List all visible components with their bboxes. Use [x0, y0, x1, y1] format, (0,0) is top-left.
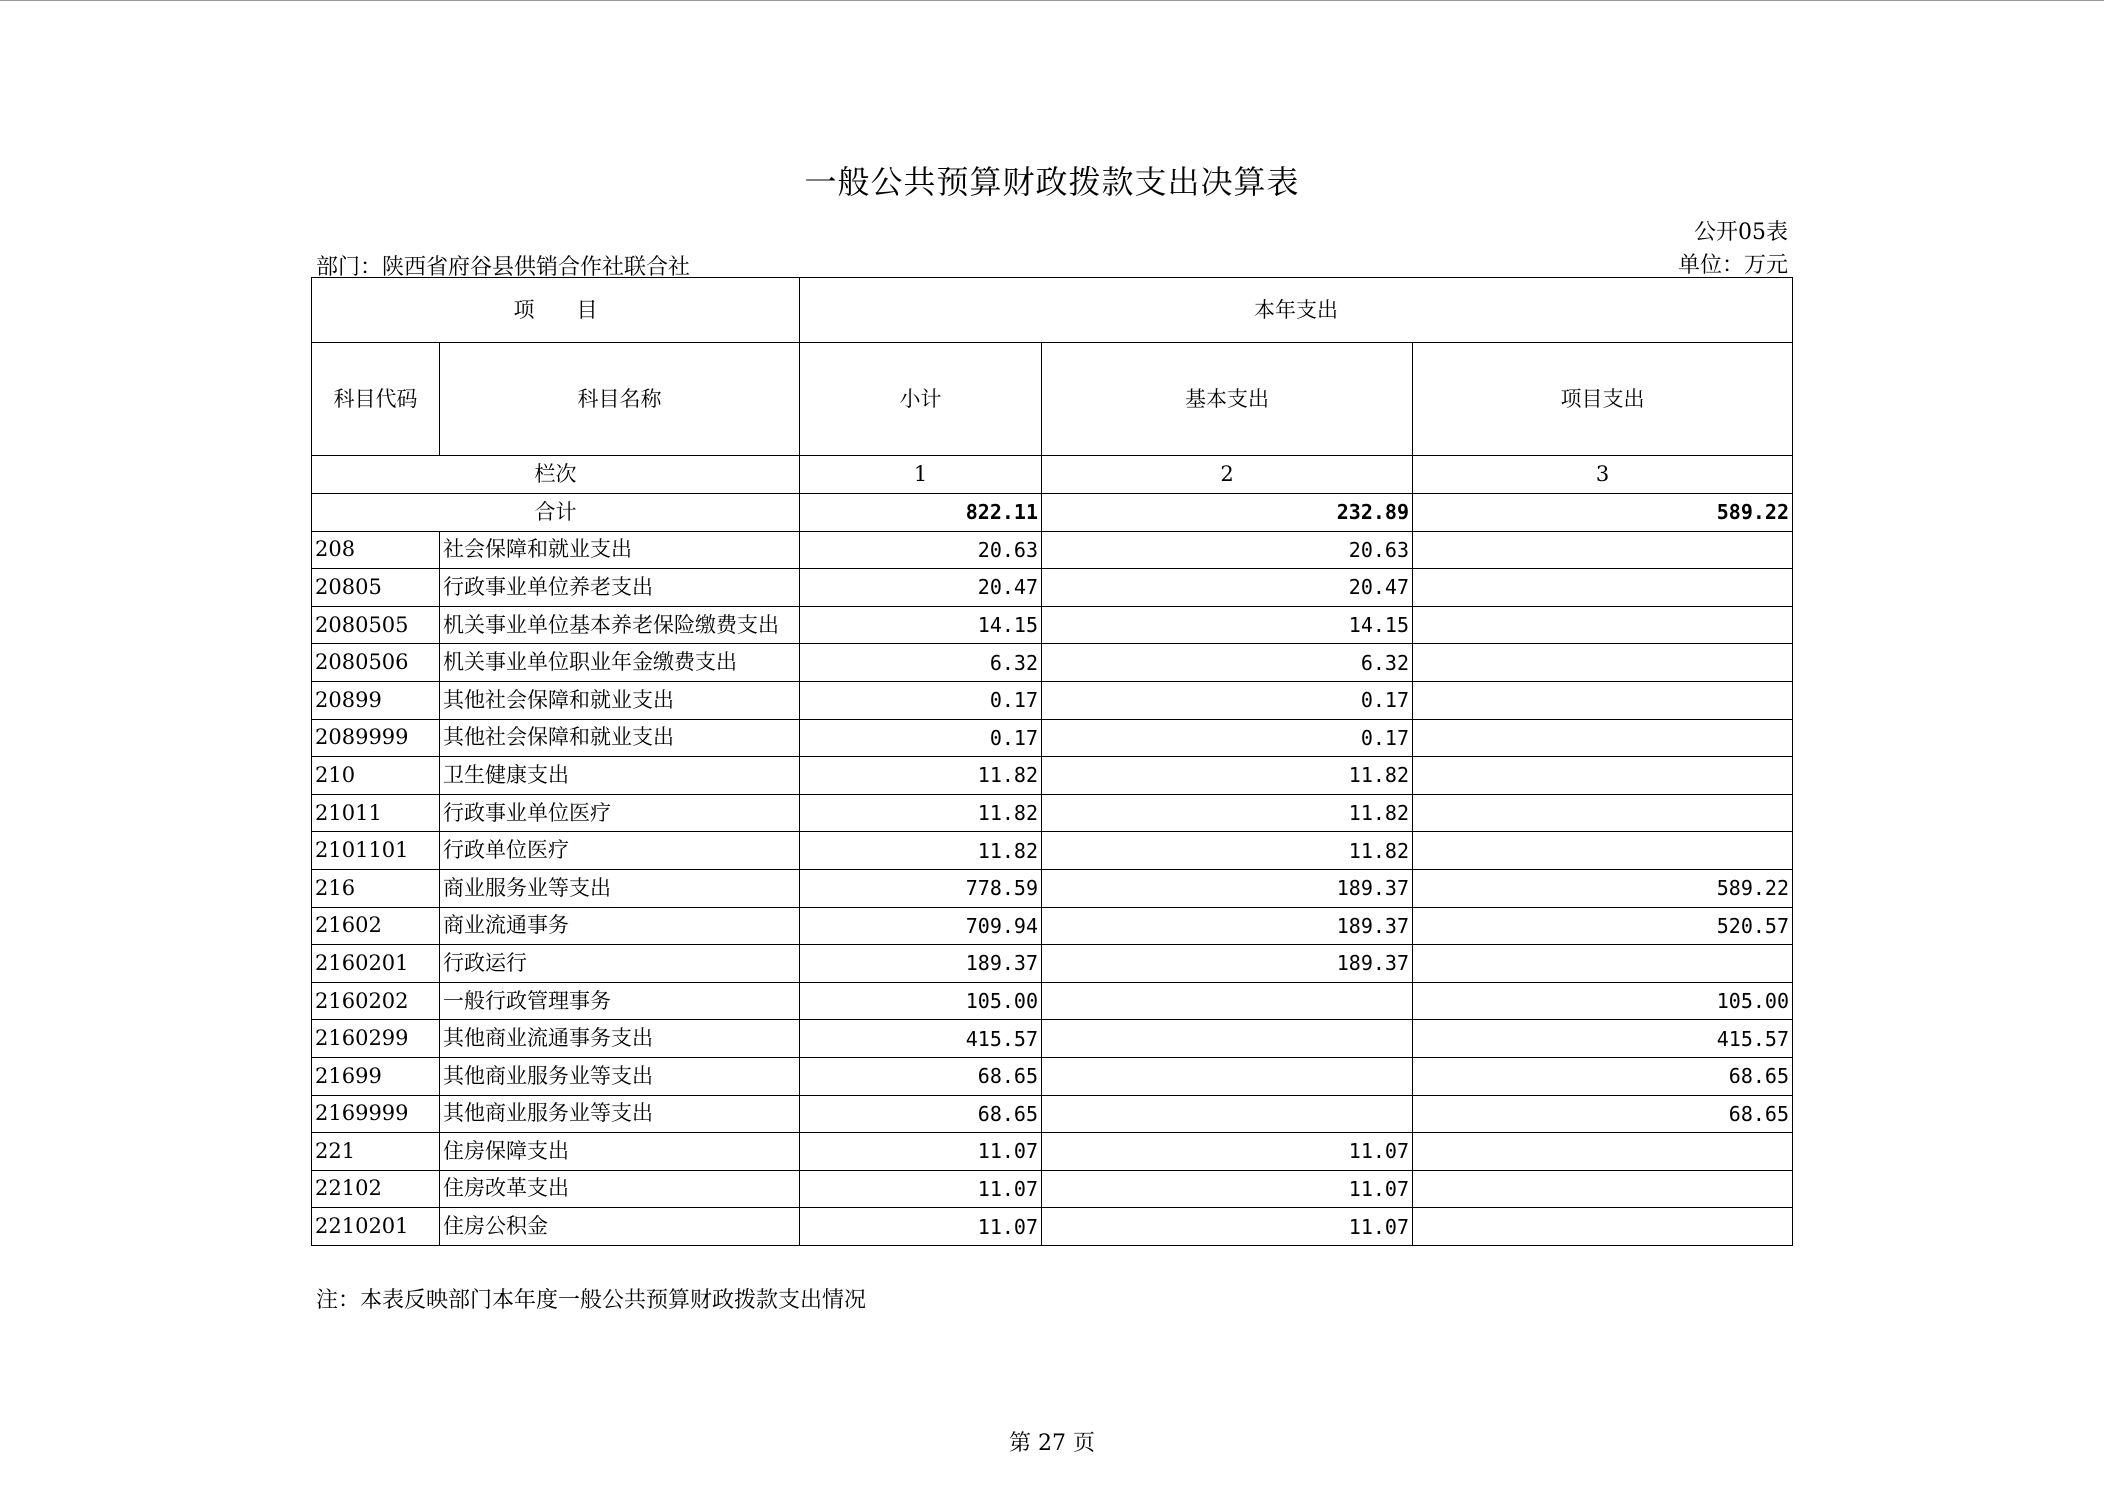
expenditure-table: [311, 277, 1793, 1246]
row-subtotal: 778.59: [800, 869, 1042, 907]
row-name: 其他社会保障和就业支出: [440, 681, 800, 719]
row-project: 520.57: [1413, 907, 1793, 945]
row-project: [1413, 832, 1793, 870]
table-row: [312, 1057, 1793, 1095]
row-basic: 11.07: [1042, 1208, 1413, 1246]
table-row: [312, 1095, 1793, 1133]
row-name: 机关事业单位基本养老保险缴费支出: [440, 606, 800, 644]
table-row: [312, 757, 1793, 795]
table-row: [312, 1208, 1793, 1246]
unit-label: 单位：万元: [1677, 253, 1788, 278]
row-project: [1413, 1170, 1793, 1208]
row-name: 商业服务业等支出: [440, 869, 800, 907]
row-subtotal: 11.07: [800, 1133, 1042, 1171]
row-name: 其他商业流通事务支出: [440, 1020, 800, 1058]
row-code: 2080505: [312, 606, 440, 644]
row-subtotal: 415.57: [800, 1020, 1042, 1058]
page-number: 第 27 页: [1009, 1431, 1095, 1456]
row-basic: 0.17: [1042, 719, 1413, 757]
row-code: 2101101: [312, 832, 440, 870]
table-row: [312, 719, 1793, 757]
row-basic: [1042, 1057, 1413, 1095]
row-project: [1413, 757, 1793, 795]
row-code: 2160201: [312, 945, 440, 983]
row-code: 2160299: [312, 1020, 440, 1058]
row-name: 其他商业服务业等支出: [440, 1057, 800, 1095]
column-number-3: 3: [1413, 456, 1793, 494]
row-name: 行政事业单位养老支出: [440, 569, 800, 607]
row-subtotal: 68.65: [800, 1057, 1042, 1095]
row-subtotal: 11.82: [800, 757, 1042, 795]
total-row: [312, 494, 1793, 532]
row-code: 2169999: [312, 1095, 440, 1133]
row-project: [1413, 606, 1793, 644]
row-subtotal: 20.63: [800, 531, 1042, 569]
row-subtotal: 105.00: [800, 982, 1042, 1020]
header-basic: 基本支出: [1042, 343, 1413, 456]
table-row: [312, 907, 1793, 945]
header-code: 科目代码: [312, 343, 440, 456]
header-row-1: [312, 278, 1793, 343]
row-subtotal: 0.17: [800, 681, 1042, 719]
row-project: 68.65: [1413, 1095, 1793, 1133]
table-row: [312, 1020, 1793, 1058]
table-row: [312, 606, 1793, 644]
row-code: 2210201: [312, 1208, 440, 1246]
row-project: [1413, 1133, 1793, 1171]
row-project: [1413, 644, 1793, 682]
row-code: 2080506: [312, 644, 440, 682]
row-code: 20899: [312, 681, 440, 719]
total-label: 合计: [312, 494, 800, 532]
row-code: 22102: [312, 1170, 440, 1208]
row-subtotal: 6.32: [800, 644, 1042, 682]
row-name: 社会保障和就业支出: [440, 531, 800, 569]
row-basic: 20.63: [1042, 531, 1413, 569]
table-row: [312, 982, 1793, 1020]
department-label: 部门：陕西省府谷县供销合作社联合社: [316, 255, 691, 280]
row-basic: 14.15: [1042, 606, 1413, 644]
row-basic: 189.37: [1042, 907, 1413, 945]
header-project-expense: 项目支出: [1413, 343, 1793, 456]
row-project: [1413, 681, 1793, 719]
row-basic: 11.82: [1042, 794, 1413, 832]
row-code: 2160202: [312, 982, 440, 1020]
header-project: 项 目: [312, 278, 800, 343]
total-project: 589.22: [1413, 494, 1793, 532]
row-project: [1413, 569, 1793, 607]
row-name: 行政运行: [440, 945, 800, 983]
row-basic: 6.32: [1042, 644, 1413, 682]
row-basic: [1042, 982, 1413, 1020]
column-number-row: [312, 456, 1793, 494]
row-code: 221: [312, 1133, 440, 1171]
row-basic: 11.07: [1042, 1133, 1413, 1171]
row-project: [1413, 1208, 1793, 1246]
row-subtotal: 0.17: [800, 719, 1042, 757]
row-name: 其他社会保障和就业支出: [440, 719, 800, 757]
header-current-year: 本年支出: [800, 278, 1793, 343]
table-number: 公开05表: [1694, 220, 1788, 245]
row-code: 21011: [312, 794, 440, 832]
table-row: [312, 644, 1793, 682]
page-title: 一般公共预算财政拨款支出决算表: [804, 163, 1300, 201]
table-row: [312, 945, 1793, 983]
row-subtotal: 189.37: [800, 945, 1042, 983]
row-name: 住房保障支出: [440, 1133, 800, 1171]
row-project: 68.65: [1413, 1057, 1793, 1095]
row-subtotal: 20.47: [800, 569, 1042, 607]
row-project: 415.57: [1413, 1020, 1793, 1058]
row-project: [1413, 719, 1793, 757]
total-subtotal: 822.11: [800, 494, 1042, 532]
row-basic: 20.47: [1042, 569, 1413, 607]
row-subtotal: 11.07: [800, 1170, 1042, 1208]
row-project: [1413, 794, 1793, 832]
row-name: 住房改革支出: [440, 1170, 800, 1208]
row-basic: 0.17: [1042, 681, 1413, 719]
row-name: 机关事业单位职业年金缴费支出: [440, 644, 800, 682]
row-basic: 11.82: [1042, 832, 1413, 870]
row-name: 一般行政管理事务: [440, 982, 800, 1020]
row-subtotal: 11.07: [800, 1208, 1042, 1246]
row-project: 589.22: [1413, 869, 1793, 907]
row-code: 21602: [312, 907, 440, 945]
table-row: [312, 1133, 1793, 1171]
row-code: 20805: [312, 569, 440, 607]
row-name: 卫生健康支出: [440, 757, 800, 795]
row-basic: [1042, 1020, 1413, 1058]
column-number-1: 1: [800, 456, 1042, 494]
table-row: [312, 531, 1793, 569]
row-basic: 11.82: [1042, 757, 1413, 795]
table-row: [312, 1170, 1793, 1208]
row-name: 行政单位医疗: [440, 832, 800, 870]
row-name: 住房公积金: [440, 1208, 800, 1246]
header-row-2: [312, 343, 1793, 456]
row-subtotal: 11.82: [800, 832, 1042, 870]
column-label: 栏次: [312, 456, 800, 494]
row-project: 105.00: [1413, 982, 1793, 1020]
total-basic: 232.89: [1042, 494, 1413, 532]
row-basic: 11.07: [1042, 1170, 1413, 1208]
row-subtotal: 11.82: [800, 794, 1042, 832]
row-subtotal: 709.94: [800, 907, 1042, 945]
table-row: [312, 832, 1793, 870]
row-code: 208: [312, 531, 440, 569]
row-code: 2089999: [312, 719, 440, 757]
column-number-2: 2: [1042, 456, 1413, 494]
header-name: 科目名称: [440, 343, 800, 456]
row-name: 行政事业单位医疗: [440, 794, 800, 832]
row-name: 商业流通事务: [440, 907, 800, 945]
table-row: [312, 569, 1793, 607]
row-basic: 189.37: [1042, 869, 1413, 907]
table-row: [312, 794, 1793, 832]
row-code: 21699: [312, 1057, 440, 1095]
row-subtotal: 68.65: [800, 1095, 1042, 1133]
row-subtotal: 14.15: [800, 606, 1042, 644]
row-project: [1413, 531, 1793, 569]
table-note: 注：本表反映部门本年度一般公共预算财政拨款支出情况: [316, 1288, 867, 1313]
row-project: [1413, 945, 1793, 983]
row-basic: [1042, 1095, 1413, 1133]
table-row: [312, 681, 1793, 719]
row-code: 216: [312, 869, 440, 907]
row-code: 210: [312, 757, 440, 795]
row-name: 其他商业服务业等支出: [440, 1095, 800, 1133]
header-subtotal: 小计: [800, 343, 1042, 456]
table-row: [312, 869, 1793, 907]
row-basic: 189.37: [1042, 945, 1413, 983]
